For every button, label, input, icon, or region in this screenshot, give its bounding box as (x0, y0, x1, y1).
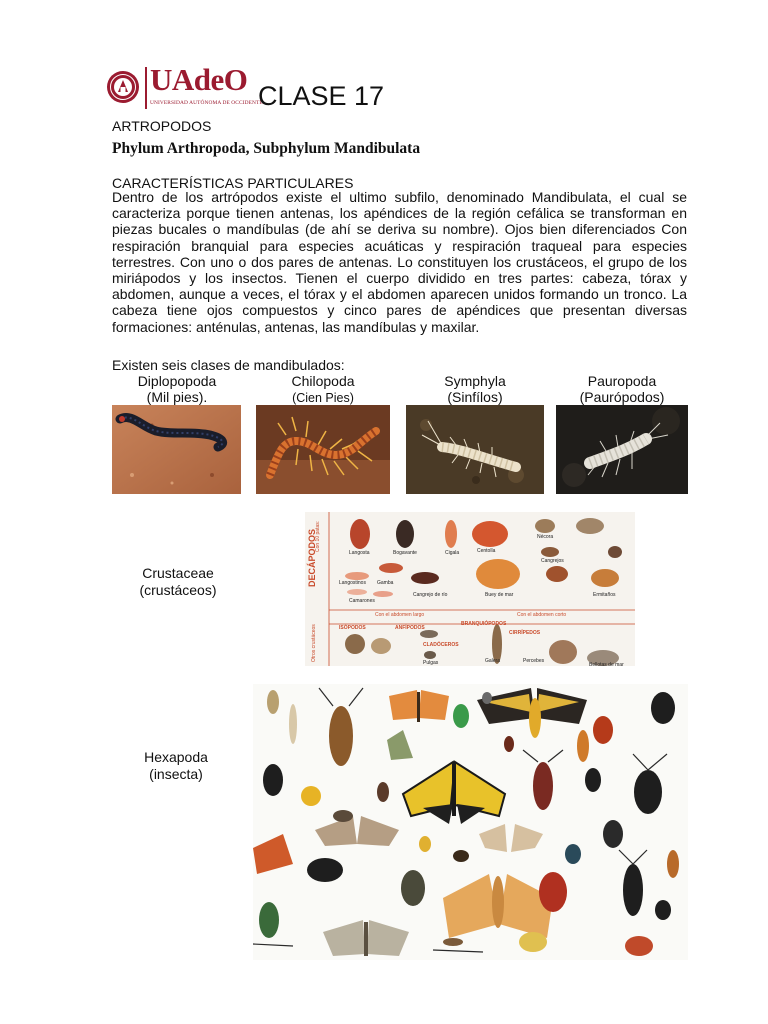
chart-label: Con el abdomen corto (517, 612, 567, 618)
chart-title: DECÁPODOS (307, 528, 317, 587)
logo-divider (145, 67, 147, 109)
characteristics-heading: CARACTERÍSTICAS PARTICULARES (112, 175, 354, 191)
class-common-name: (crustáceos) (139, 582, 217, 598)
chart-label: Camarones (349, 598, 375, 604)
crustacea-infographic (305, 512, 635, 666)
chart-label: Pulgas (423, 660, 439, 666)
chart-label: Buey de mar (485, 592, 514, 598)
class-common-name: (Sinfílos) (447, 389, 503, 405)
page-title: CLASE 17 (258, 81, 385, 111)
chart-label: CIRRÍPEDOS (509, 630, 541, 636)
classes-intro: Existen seis clases de mandibulados: (112, 357, 345, 373)
class-name: Symphyla (444, 373, 506, 389)
chart-label: Galera (485, 658, 501, 664)
class-label-pauropoda (556, 373, 688, 405)
chart-label: Centolla (477, 548, 496, 554)
pauropoda-photo (556, 405, 688, 494)
logo-brand: UAdeO (150, 62, 248, 97)
crustacea-label (108, 565, 248, 599)
chart-label: Cigala (445, 550, 460, 556)
chart-label: Langosta (349, 550, 370, 556)
chart-label: Ermitaños (593, 592, 616, 598)
centipede-photo (256, 405, 390, 494)
chart-label: Langostinos (339, 580, 366, 586)
class-label-symphyla (406, 373, 544, 405)
class-name: Pauropoda (587, 373, 657, 389)
class-name: Hexapoda (144, 749, 208, 765)
chart-label: Bogavante (393, 550, 417, 556)
section-title: ARTROPODOS (112, 118, 212, 134)
class-label-chilopoda (256, 373, 390, 406)
university-logo (106, 62, 263, 112)
class-common-name: (Paurópodos) (579, 389, 665, 405)
class-common-name: (Mil pies). (146, 389, 208, 405)
chart-label: ANFÍPODOS (395, 625, 425, 631)
chart-label: Bellotas de mar (589, 662, 624, 666)
class-name: Chilopoda (291, 373, 355, 389)
chart-label: Con el abdomen largo (375, 612, 425, 618)
chart-label: BRANQUIÓPODOS (461, 621, 507, 627)
class-common-name: (insecta) (149, 766, 203, 782)
description-paragraph: Dentro de los artrópodos existe el ultimo subfilo, denominado Mandibulata, el cual se caracteriza porque tienen antenas, los apéndices de la región cefálica se transforman en piezas bucales o mandíbulas (de ahí se deriva su nombre). Ojos bien diferenciados Con respiración branquial para especies acuáticas y respiración traqueal para especies terrestres. Con uno o dos pares de antenas. Lo constituyen los crustáceos, el grupo de los miriápodos y los insectos. Tienen el cuerpo dividido en tres partes: cabeza, tórax y abdomen, aunque a veces, el tórax y el abdomen aparecen unidos formando un tronco. La cabeza tiene ojos compuestos y cinco pares de apéndices que presentan diversas formaciones: anténulas, antenas, las mandíbulas y maxilar. (112, 189, 687, 335)
class-name: Crustaceae (142, 565, 214, 581)
chart-side-label-2: Otros crustáceos (311, 624, 317, 662)
subheading: Phylum Arthropoda, Subphylum Mandibulata (112, 140, 421, 157)
chart-label: Cangrejo de río (413, 592, 448, 598)
millipede-photo (112, 405, 241, 494)
chart-side-label: Con 10 patas: (315, 520, 321, 552)
chart-label: Percebes (523, 658, 545, 664)
hexapoda-label (106, 749, 246, 783)
chart-label: Cangrejos (541, 558, 564, 564)
logo-tagline: UNIVERSIDAD AUTÓNOMA DE OCCIDENTE (150, 100, 263, 106)
university-seal-icon (106, 68, 140, 106)
symphyla-photo (406, 405, 544, 494)
chart-label: Gamba (377, 580, 394, 586)
chart-label: Nécora (537, 534, 554, 540)
class-label-diplopoda (112, 373, 242, 405)
class-common-name: (Cien Pies) (292, 391, 354, 405)
chart-label: CLADÓCEROS (423, 642, 459, 648)
chart-label: ISÓPODOS (339, 625, 366, 631)
class-name: Diplopopoda (137, 373, 217, 389)
insect-collage (253, 684, 688, 960)
